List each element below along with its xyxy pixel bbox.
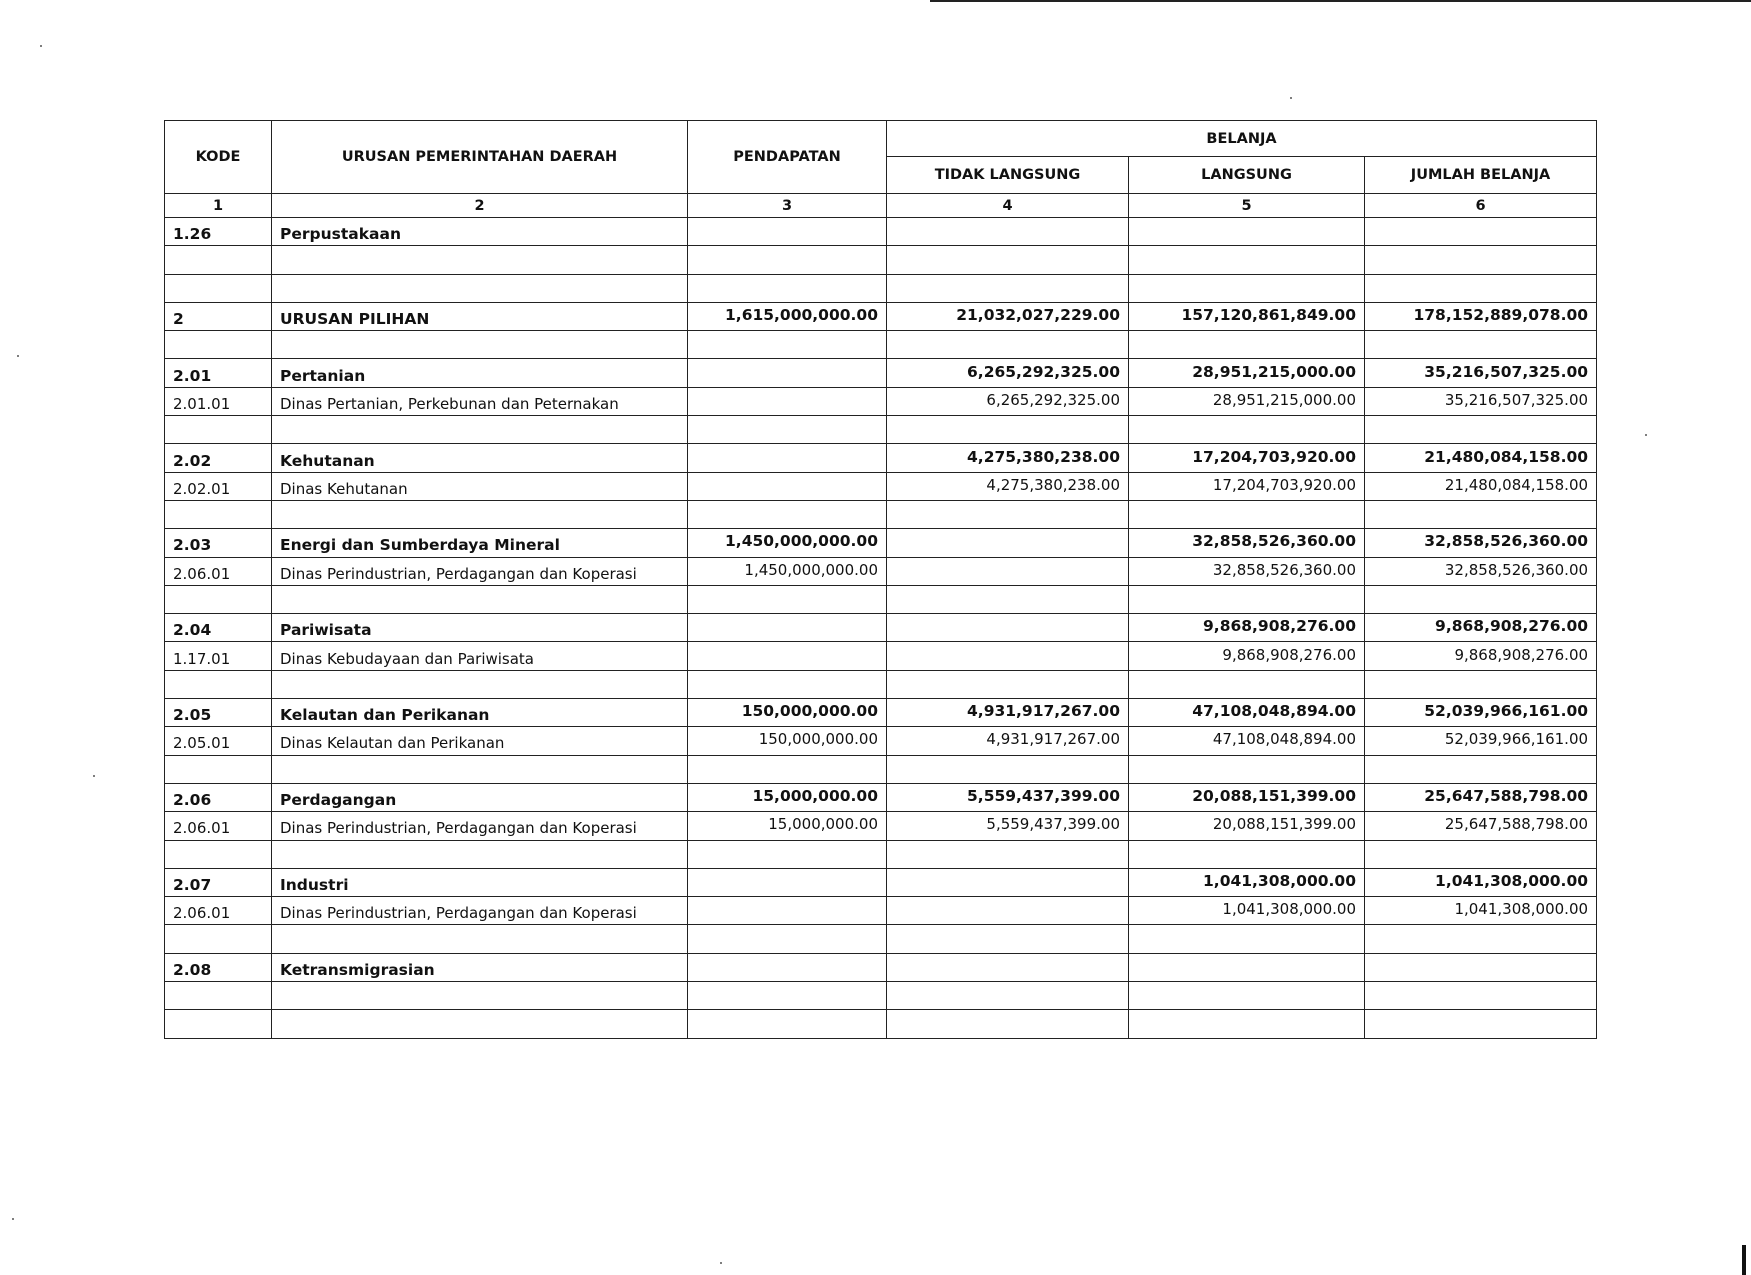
kode-cell <box>165 670 272 698</box>
group-row <box>165 614 1597 642</box>
kode-cell: 2.06 <box>165 783 272 811</box>
langsung-cell: 20,088,151,399.00 <box>1129 812 1365 840</box>
tidak-langsung-cell <box>887 529 1129 557</box>
tidak-langsung-cell: 5,559,437,399.00 <box>887 812 1129 840</box>
header-tidak-langsung: TIDAK LANGSUNG <box>887 157 1129 194</box>
blank-row <box>165 755 1597 783</box>
column-number: 6 <box>1365 194 1597 218</box>
pendapatan-cell <box>688 897 887 925</box>
kode-cell <box>165 925 272 953</box>
jumlah-belanja-cell: 25,647,588,798.00 <box>1365 812 1597 840</box>
kode-cell: 2.06.01 <box>165 897 272 925</box>
urusan-cell <box>272 500 688 528</box>
pendapatan-cell <box>688 274 887 302</box>
urusan-cell: Kehutanan <box>272 444 688 472</box>
pendapatan-cell <box>688 472 887 500</box>
urusan-cell <box>272 585 688 613</box>
pendapatan-cell: 150,000,000.00 <box>688 699 887 727</box>
tidak-langsung-cell: 4,931,917,267.00 <box>887 727 1129 755</box>
column-number: 2 <box>272 194 688 218</box>
langsung-cell: 28,951,215,000.00 <box>1129 359 1365 387</box>
header-urusan: URUSAN PEMERINTAHAN DAERAH <box>272 121 688 194</box>
tidak-langsung-cell <box>887 642 1129 670</box>
langsung-cell: 20,088,151,399.00 <box>1129 783 1365 811</box>
group-row <box>165 302 1597 330</box>
jumlah-belanja-cell: 25,647,588,798.00 <box>1365 783 1597 811</box>
column-number: 1 <box>165 194 272 218</box>
tidak-langsung-cell <box>887 982 1129 1010</box>
pendapatan-cell <box>688 387 887 415</box>
kode-cell: 2.07 <box>165 868 272 896</box>
group-row <box>165 783 1597 811</box>
tidak-langsung-cell: 4,275,380,238.00 <box>887 444 1129 472</box>
kode-cell <box>165 1010 272 1038</box>
tidak-langsung-cell <box>887 1010 1129 1038</box>
langsung-cell: 9,868,908,276.00 <box>1129 614 1365 642</box>
urusan-cell <box>272 246 688 274</box>
langsung-cell <box>1129 218 1365 246</box>
jumlah-belanja-cell <box>1365 274 1597 302</box>
kode-cell: 2.03 <box>165 529 272 557</box>
urusan-cell: Perdagangan <box>272 783 688 811</box>
urusan-cell: Dinas Kehutanan <box>272 472 688 500</box>
kode-cell: 2.06.01 <box>165 812 272 840</box>
langsung-cell <box>1129 953 1365 981</box>
urusan-cell <box>272 925 688 953</box>
group-row <box>165 868 1597 896</box>
tidak-langsung-cell <box>887 925 1129 953</box>
group-row <box>165 444 1597 472</box>
pendapatan-cell <box>688 416 887 444</box>
tidak-langsung-cell <box>887 331 1129 359</box>
jumlah-belanja-cell <box>1365 500 1597 528</box>
jumlah-belanja-cell <box>1365 416 1597 444</box>
scan-speck <box>40 45 42 47</box>
langsung-cell <box>1129 1010 1365 1038</box>
scan-edge-mark <box>1742 1245 1746 1275</box>
header-jumlah-belanja: JUMLAH BELANJA <box>1365 157 1597 194</box>
tidak-langsung-cell <box>887 614 1129 642</box>
jumlah-belanja-cell <box>1365 953 1597 981</box>
kode-cell: 1.26 <box>165 218 272 246</box>
blank-row <box>165 416 1597 444</box>
header-pendapatan: PENDAPATAN <box>688 121 887 194</box>
unit-row <box>165 812 1597 840</box>
jumlah-belanja-cell: 35,216,507,325.00 <box>1365 387 1597 415</box>
blank-row <box>165 585 1597 613</box>
blank-row <box>165 246 1597 274</box>
blank-row <box>165 840 1597 868</box>
tidak-langsung-cell: 5,559,437,399.00 <box>887 783 1129 811</box>
jumlah-belanja-cell: 52,039,966,161.00 <box>1365 727 1597 755</box>
pendapatan-cell <box>688 953 887 981</box>
pendapatan-cell: 150,000,000.00 <box>688 727 887 755</box>
langsung-cell: 17,204,703,920.00 <box>1129 472 1365 500</box>
urusan-cell <box>272 982 688 1010</box>
langsung-cell: 47,108,048,894.00 <box>1129 699 1365 727</box>
langsung-cell <box>1129 755 1365 783</box>
kode-cell: 1.17.01 <box>165 642 272 670</box>
tidak-langsung-cell <box>887 840 1129 868</box>
unit-row <box>165 642 1597 670</box>
urusan-cell: Dinas Pertanian, Perkebunan dan Peternakan <box>272 387 688 415</box>
jumlah-belanja-cell <box>1365 585 1597 613</box>
scan-speck <box>12 1218 14 1220</box>
jumlah-belanja-cell: 32,858,526,360.00 <box>1365 529 1597 557</box>
tidak-langsung-cell: 6,265,292,325.00 <box>887 387 1129 415</box>
pendapatan-cell <box>688 500 887 528</box>
jumlah-belanja-cell: 21,480,084,158.00 <box>1365 444 1597 472</box>
kode-cell <box>165 840 272 868</box>
kode-cell <box>165 416 272 444</box>
jumlah-belanja-cell <box>1365 755 1597 783</box>
pendapatan-cell <box>688 840 887 868</box>
kode-cell: 2.08 <box>165 953 272 981</box>
jumlah-belanja-cell <box>1365 925 1597 953</box>
urusan-cell <box>272 274 688 302</box>
header-langsung: LANGSUNG <box>1129 157 1365 194</box>
pendapatan-cell: 15,000,000.00 <box>688 812 887 840</box>
pendapatan-cell <box>688 868 887 896</box>
scan-speck <box>720 1262 722 1264</box>
langsung-cell <box>1129 274 1365 302</box>
unit-row <box>165 557 1597 585</box>
tidak-langsung-cell: 6,265,292,325.00 <box>887 359 1129 387</box>
langsung-cell <box>1129 670 1365 698</box>
pendapatan-cell: 1,450,000,000.00 <box>688 557 887 585</box>
tidak-langsung-cell <box>887 500 1129 528</box>
scan-top-edge <box>930 0 1751 2</box>
langsung-cell: 47,108,048,894.00 <box>1129 727 1365 755</box>
kode-cell <box>165 982 272 1010</box>
jumlah-belanja-cell: 21,480,084,158.00 <box>1365 472 1597 500</box>
jumlah-belanja-cell: 32,858,526,360.00 <box>1365 557 1597 585</box>
urusan-cell <box>272 670 688 698</box>
blank-row <box>165 331 1597 359</box>
blank-row <box>165 274 1597 302</box>
pendapatan-cell: 15,000,000.00 <box>688 783 887 811</box>
kode-cell: 2.05 <box>165 699 272 727</box>
kode-cell <box>165 755 272 783</box>
langsung-cell: 17,204,703,920.00 <box>1129 444 1365 472</box>
header-kode: KODE <box>165 121 272 194</box>
tidak-langsung-cell <box>887 868 1129 896</box>
kode-cell: 2 <box>165 302 272 330</box>
tidak-langsung-cell: 21,032,027,229.00 <box>887 302 1129 330</box>
jumlah-belanja-cell: 52,039,966,161.00 <box>1365 699 1597 727</box>
tidak-langsung-cell <box>887 897 1129 925</box>
table-body <box>165 218 1597 1039</box>
urusan-cell: Dinas Perindustrian, Perdagangan dan Koperasi <box>272 812 688 840</box>
kode-cell <box>165 585 272 613</box>
kode-cell: 2.04 <box>165 614 272 642</box>
column-number: 3 <box>688 194 887 218</box>
tidak-langsung-cell <box>887 585 1129 613</box>
langsung-cell <box>1129 500 1365 528</box>
group-row <box>165 359 1597 387</box>
scan-speck <box>1645 434 1647 436</box>
jumlah-belanja-cell: 178,152,889,078.00 <box>1365 302 1597 330</box>
urusan-cell: Dinas Perindustrian, Perdagangan dan Koperasi <box>272 557 688 585</box>
pendapatan-cell <box>688 585 887 613</box>
jumlah-belanja-cell: 1,041,308,000.00 <box>1365 897 1597 925</box>
langsung-cell <box>1129 246 1365 274</box>
tidak-langsung-cell <box>887 557 1129 585</box>
langsung-cell: 1,041,308,000.00 <box>1129 897 1365 925</box>
langsung-cell: 9,868,908,276.00 <box>1129 642 1365 670</box>
kode-cell: 2.05.01 <box>165 727 272 755</box>
jumlah-belanja-cell: 35,216,507,325.00 <box>1365 359 1597 387</box>
group-row <box>165 218 1597 246</box>
jumlah-belanja-cell: 9,868,908,276.00 <box>1365 614 1597 642</box>
urusan-cell: Industri <box>272 868 688 896</box>
pendapatan-cell <box>688 359 887 387</box>
kode-cell <box>165 331 272 359</box>
tidak-langsung-cell <box>887 218 1129 246</box>
group-row <box>165 699 1597 727</box>
urusan-cell: Dinas Kebudayaan dan Pariwisata <box>272 642 688 670</box>
jumlah-belanja-cell <box>1365 670 1597 698</box>
tidak-langsung-cell <box>887 274 1129 302</box>
jumlah-belanja-cell <box>1365 982 1597 1010</box>
scan-speck <box>93 775 95 777</box>
blank-row <box>165 670 1597 698</box>
kode-cell <box>165 500 272 528</box>
unit-row <box>165 727 1597 755</box>
group-row <box>165 953 1597 981</box>
urusan-cell <box>272 1010 688 1038</box>
pendapatan-cell <box>688 925 887 953</box>
urusan-cell: Ketransmigrasian <box>272 953 688 981</box>
header-belanja: BELANJA <box>887 121 1597 157</box>
kode-cell <box>165 274 272 302</box>
langsung-cell: 1,041,308,000.00 <box>1129 868 1365 896</box>
column-number: 5 <box>1129 194 1365 218</box>
kode-cell: 2.01 <box>165 359 272 387</box>
tidak-langsung-cell: 4,931,917,267.00 <box>887 699 1129 727</box>
urusan-cell: Perpustakaan <box>272 218 688 246</box>
tidak-langsung-cell <box>887 953 1129 981</box>
column-number: 4 <box>887 194 1129 218</box>
urusan-cell: Pertanian <box>272 359 688 387</box>
urusan-cell <box>272 840 688 868</box>
pendapatan-cell <box>688 218 887 246</box>
jumlah-belanja-cell <box>1365 331 1597 359</box>
tidak-langsung-cell <box>887 670 1129 698</box>
urusan-cell: Pariwisata <box>272 614 688 642</box>
pendapatan-cell <box>688 755 887 783</box>
budget-table <box>164 120 1597 1039</box>
urusan-cell <box>272 331 688 359</box>
group-row <box>165 529 1597 557</box>
langsung-cell <box>1129 416 1365 444</box>
pendapatan-cell <box>688 982 887 1010</box>
urusan-cell <box>272 416 688 444</box>
langsung-cell <box>1129 585 1365 613</box>
jumlah-belanja-cell: 1,041,308,000.00 <box>1365 868 1597 896</box>
langsung-cell: 157,120,861,849.00 <box>1129 302 1365 330</box>
pendapatan-cell: 1,615,000,000.00 <box>688 302 887 330</box>
urusan-cell: URUSAN PILIHAN <box>272 302 688 330</box>
tidak-langsung-cell: 4,275,380,238.00 <box>887 472 1129 500</box>
urusan-cell: Kelautan dan Perikanan <box>272 699 688 727</box>
blank-row <box>165 925 1597 953</box>
jumlah-belanja-cell <box>1365 218 1597 246</box>
langsung-cell <box>1129 331 1365 359</box>
kode-cell: 2.02.01 <box>165 472 272 500</box>
blank-row <box>165 1010 1597 1038</box>
pendapatan-cell <box>688 331 887 359</box>
kode-cell <box>165 246 272 274</box>
unit-row <box>165 897 1597 925</box>
scan-speck <box>1290 97 1292 99</box>
pendapatan-cell <box>688 670 887 698</box>
langsung-cell: 32,858,526,360.00 <box>1129 529 1365 557</box>
urusan-cell <box>272 755 688 783</box>
langsung-cell: 28,951,215,000.00 <box>1129 387 1365 415</box>
langsung-cell <box>1129 925 1365 953</box>
langsung-cell <box>1129 840 1365 868</box>
blank-row <box>165 500 1597 528</box>
jumlah-belanja-cell: 9,868,908,276.00 <box>1365 642 1597 670</box>
pendapatan-cell <box>688 642 887 670</box>
tidak-langsung-cell <box>887 246 1129 274</box>
urusan-cell: Energi dan Sumberdaya Mineral <box>272 529 688 557</box>
scan-speck <box>17 355 19 357</box>
pendapatan-cell <box>688 246 887 274</box>
pendapatan-cell <box>688 1010 887 1038</box>
urusan-cell: Dinas Perindustrian, Perdagangan dan Koperasi <box>272 897 688 925</box>
kode-cell: 2.06.01 <box>165 557 272 585</box>
unit-row <box>165 472 1597 500</box>
kode-cell: 2.02 <box>165 444 272 472</box>
jumlah-belanja-cell <box>1365 1010 1597 1038</box>
jumlah-belanja-cell <box>1365 246 1597 274</box>
jumlah-belanja-cell <box>1365 840 1597 868</box>
pendapatan-cell <box>688 614 887 642</box>
kode-cell: 2.01.01 <box>165 387 272 415</box>
pendapatan-cell: 1,450,000,000.00 <box>688 529 887 557</box>
langsung-cell: 32,858,526,360.00 <box>1129 557 1365 585</box>
tidak-langsung-cell <box>887 755 1129 783</box>
tidak-langsung-cell <box>887 416 1129 444</box>
urusan-cell: Dinas Kelautan dan Perikanan <box>272 727 688 755</box>
blank-row <box>165 982 1597 1010</box>
pendapatan-cell <box>688 444 887 472</box>
langsung-cell <box>1129 982 1365 1010</box>
unit-row <box>165 387 1597 415</box>
